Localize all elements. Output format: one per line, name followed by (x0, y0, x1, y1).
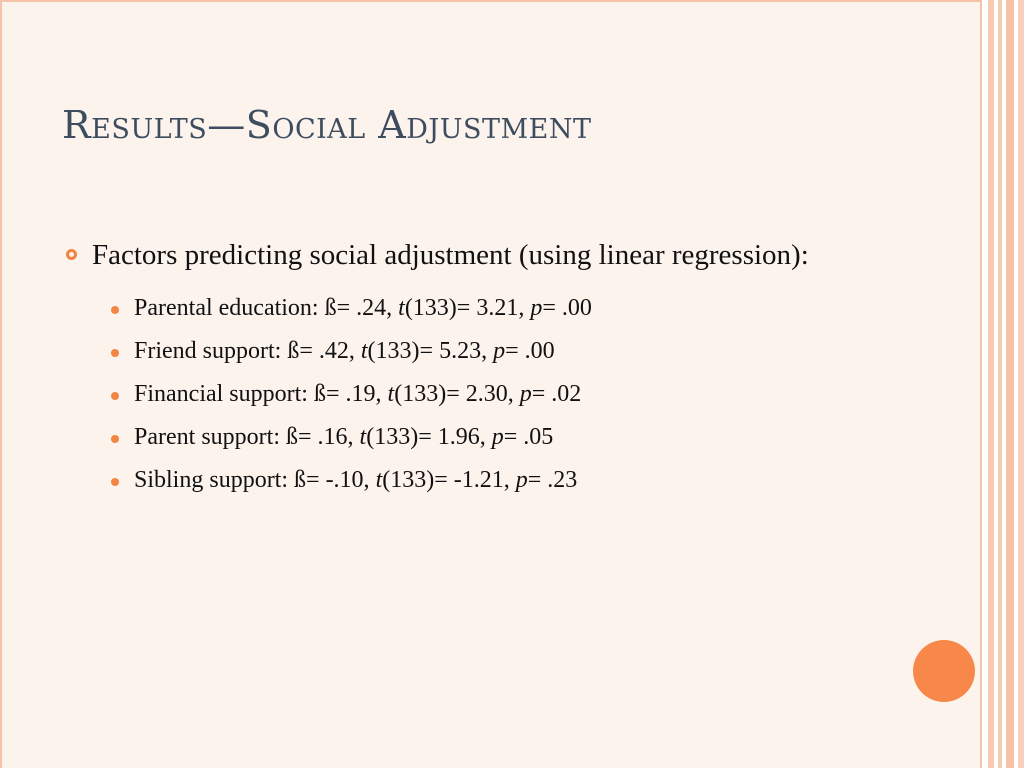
item-t-value: (133)= 3.21, (404, 295, 531, 321)
item-p-value: = .02 (531, 381, 582, 407)
item-p-symbol: p (515, 467, 528, 493)
item-beta: ß= -.10, (288, 467, 376, 493)
main-bullet-text: Factors predicting social adjustment (using linear regression): (92, 239, 809, 271)
item-t-symbol: t (375, 467, 383, 493)
item-t-value: (133)= 2.30, (394, 381, 520, 407)
item-t-symbol: t (398, 295, 405, 321)
item-beta: ß= .19, (307, 381, 388, 407)
dot-bullet-icon (111, 306, 119, 314)
item-t-value: (133)= 1.96, (366, 424, 492, 450)
dot-bullet-icon (111, 435, 119, 443)
dot-bullet-icon (111, 478, 119, 486)
item-label: Financial support: (134, 381, 308, 407)
list-item (62, 287, 822, 330)
item-p-symbol: p (530, 295, 543, 321)
decor-stripe (998, 0, 1002, 768)
decor-stripe (1018, 0, 1024, 768)
item-t-symbol: t (360, 338, 368, 364)
item-p-value: = .05 (503, 424, 554, 450)
decor-stripe (988, 0, 994, 768)
list-item (62, 416, 822, 459)
slide-content (62, 236, 822, 502)
item-label: Friend support: (134, 338, 282, 364)
item-t-value: (133)= -1.21, (382, 467, 516, 493)
list-item (62, 459, 822, 502)
item-p-value: = .23 (527, 467, 578, 493)
ring-bullet-icon (66, 249, 77, 260)
slide-title: Results—Social Adjustment (62, 103, 592, 147)
item-beta: ß= .16, (279, 424, 360, 450)
sub-bullet-list (62, 287, 822, 502)
item-beta: ß= .24, (318, 295, 399, 321)
item-t-symbol: t (359, 424, 367, 450)
item-p-value: = .00 (542, 295, 592, 321)
item-t-symbol: t (387, 381, 395, 407)
item-p-symbol: p (519, 381, 532, 407)
main-bullet (62, 236, 822, 275)
item-label: Parental education: (134, 295, 319, 321)
item-p-value: = .00 (505, 338, 555, 364)
dot-bullet-icon (111, 349, 119, 357)
item-label: Parent support: (134, 424, 280, 450)
list-item (62, 373, 822, 416)
decor-stripe (1006, 0, 1014, 768)
item-p-symbol: p (493, 338, 506, 364)
decor-circle-icon (913, 640, 975, 702)
list-item (62, 330, 822, 373)
item-beta: ß= .42, (281, 338, 361, 364)
item-label: Sibling support: (134, 467, 289, 493)
item-p-symbol: p (491, 424, 504, 450)
dot-bullet-icon (111, 392, 119, 400)
item-t-value: (133)= 5.23, (367, 338, 494, 364)
